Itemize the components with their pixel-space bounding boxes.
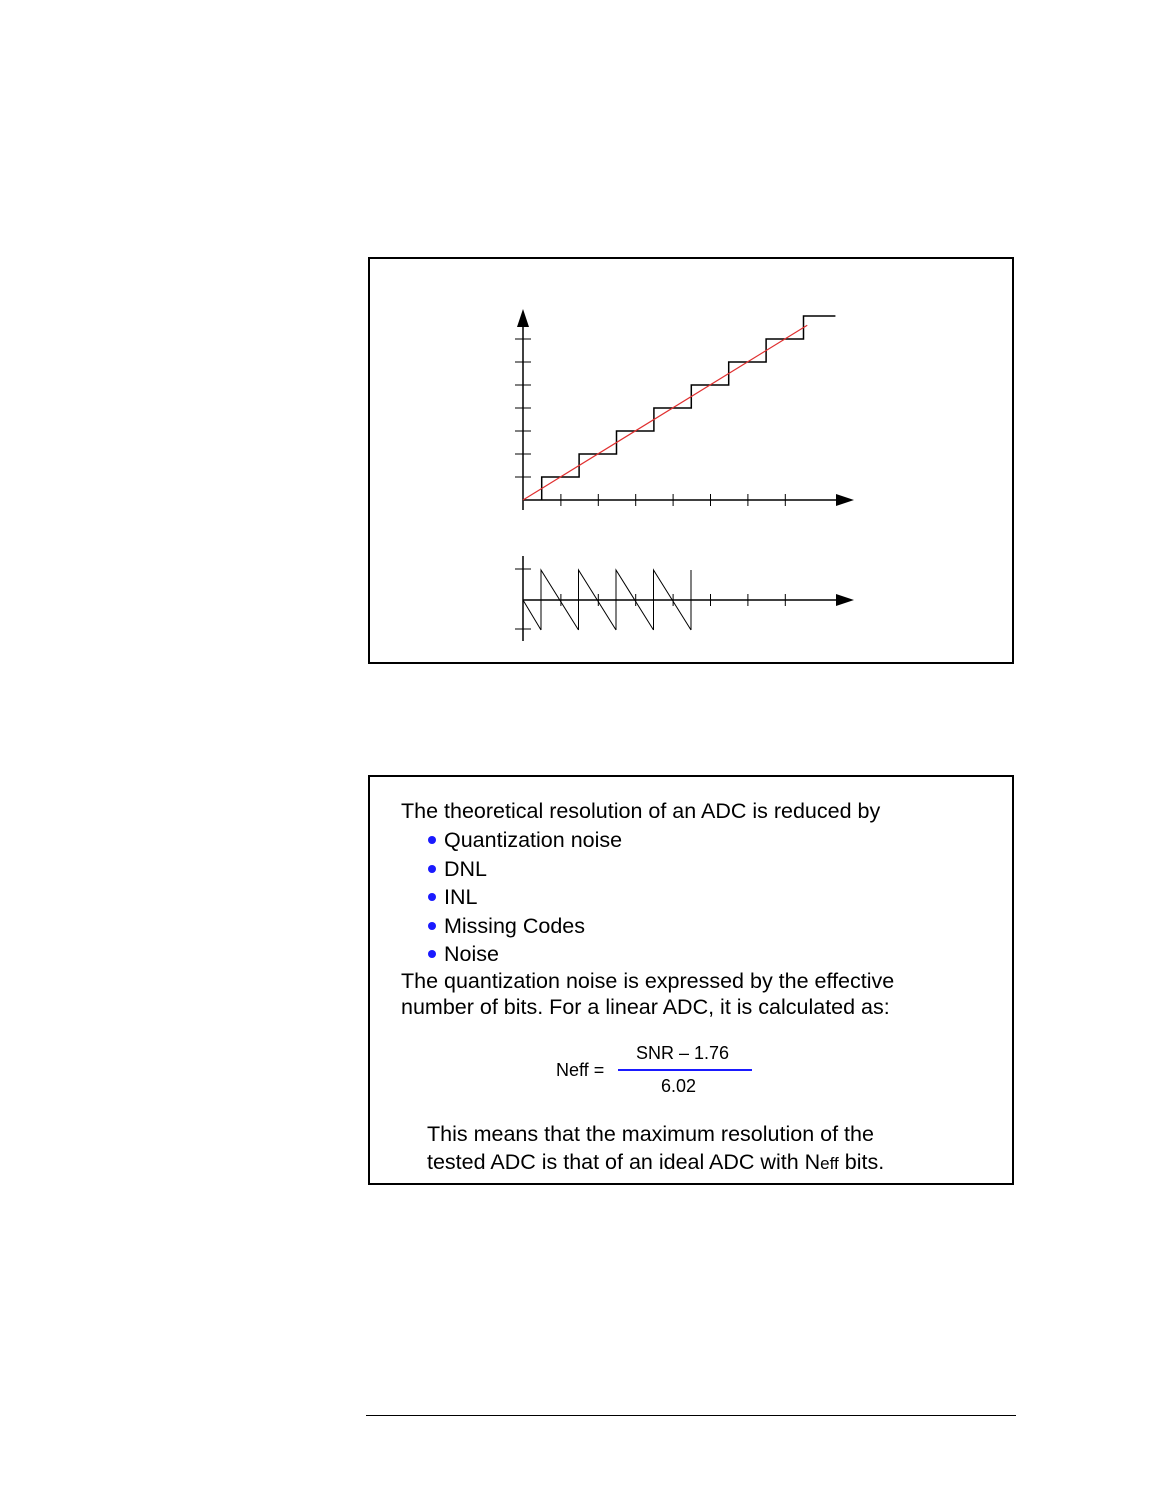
conclusion-paragraph: This means that the maximum resolution of the tested ADC is that of an ideal ADC with Neff bits. (427, 1122, 885, 1174)
staircase-transfer-function (542, 316, 836, 500)
bullet-icon (428, 865, 436, 873)
bullet-icon (428, 893, 436, 901)
ideal-transfer-line (523, 325, 807, 500)
error-x-axis-arrow-icon (836, 594, 854, 606)
x-axis-arrow-icon (836, 494, 854, 506)
list-item: Quantization noise (428, 826, 622, 855)
figure-frame (368, 257, 1014, 664)
quantization-error-chart (515, 556, 854, 641)
list-item: INL (428, 883, 622, 912)
fraction-bar (618, 1069, 752, 1071)
formula-numerator: SNR – 1.76 (636, 1043, 730, 1063)
list-item: Missing Codes (428, 912, 622, 941)
intro-text: The theoretical resolution of an ADC is reduced by (401, 799, 881, 823)
y-axis-arrow-icon (517, 309, 529, 327)
explanation-paragraph: The quantization noise is expressed by the effective number of bits. For a linear ADC, it is calculated as: (401, 969, 895, 1019)
footer-rule (366, 1415, 1016, 1416)
transfer-function-chart (515, 309, 854, 510)
formula-denominator: 6.02 (661, 1076, 697, 1096)
list-item: DNL (428, 855, 622, 884)
text-frame (368, 775, 1014, 1185)
bullet-list (428, 826, 622, 969)
quantization-figure (370, 259, 1012, 662)
bullet-icon (428, 950, 436, 958)
bullet-icon (428, 922, 436, 930)
formula-lhs: Neff = (556, 1060, 605, 1080)
neff-formula (556, 1043, 756, 1103)
list-item: Noise (428, 940, 622, 969)
bullet-icon (428, 836, 436, 844)
